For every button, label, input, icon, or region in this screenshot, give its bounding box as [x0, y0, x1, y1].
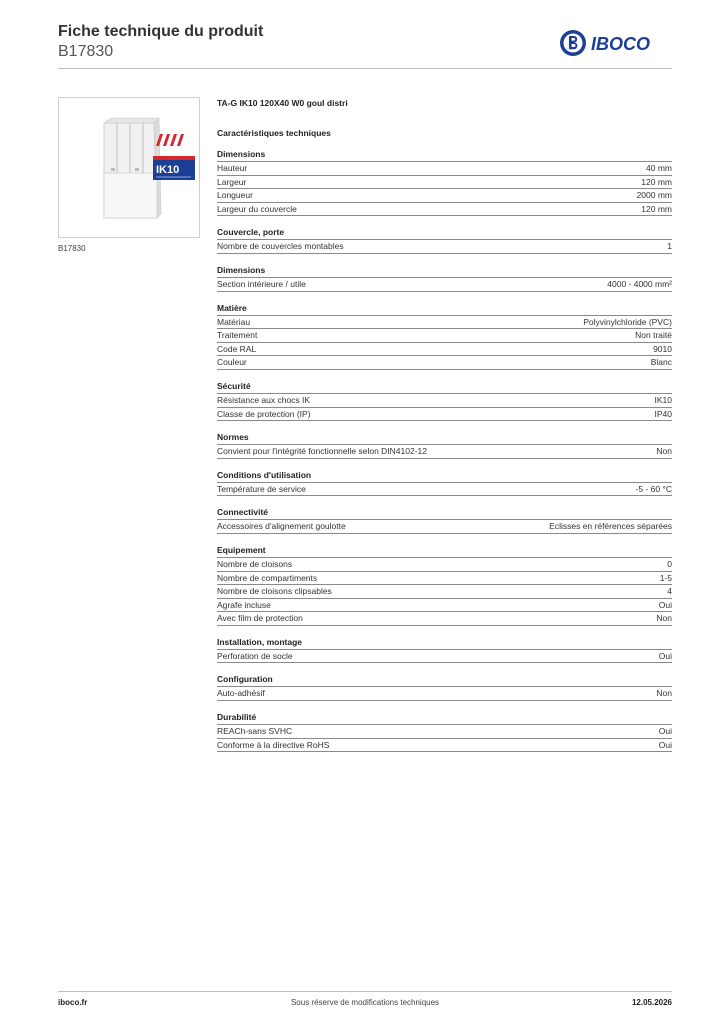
section-title: Installation, montage — [217, 636, 672, 650]
spec-value: 40 mm — [646, 163, 672, 173]
spec-value: Non — [656, 613, 672, 624]
spec-section — [217, 544, 672, 626]
spec-label: Classe de protection (IP) — [217, 408, 311, 419]
spec-sections — [217, 148, 672, 752]
spec-row — [217, 189, 672, 203]
section-title: Durabilité — [217, 711, 672, 725]
ik10-badge-text: IK10 — [156, 164, 180, 176]
spec-value: 4 — [667, 586, 672, 597]
section-title: Conditions d'utilisation — [217, 469, 672, 483]
spec-row — [217, 343, 672, 357]
spec-label: Accessoires d'alignement goulotte — [217, 521, 346, 532]
spec-label: Code RAL — [217, 343, 257, 354]
spec-value: Non — [656, 688, 672, 699]
footer-date: 12.05.2026 — [631, 998, 672, 1007]
spec-label: Convient pour l'intégrité fonctionnelle selon DIN4102-12 — [217, 446, 428, 457]
spec-row — [217, 739, 672, 753]
spec-row — [217, 520, 672, 534]
spec-section — [217, 636, 672, 664]
spec-value: 120 mm — [641, 203, 672, 214]
spec-value: -5 - 60 °C — [635, 483, 672, 494]
spec-value: 120 mm — [641, 176, 672, 187]
spec-section — [217, 264, 672, 292]
spec-section — [217, 302, 672, 370]
spec-label: Hauteur — [217, 163, 248, 173]
section-title: Dimensions — [217, 264, 672, 278]
spec-label: Traitement — [217, 330, 258, 341]
spec-label: Nombre de cloisons — [217, 558, 293, 569]
spec-label: Section intérieure / utile — [217, 278, 306, 289]
spec-label: Matériau — [217, 316, 251, 327]
spec-section — [217, 506, 672, 534]
spec-section — [217, 469, 672, 497]
header-divider — [58, 68, 672, 69]
spec-value: 1-5 — [659, 572, 672, 583]
spec-value: 9010 — [653, 343, 672, 354]
spec-row — [217, 650, 672, 664]
footer-divider — [58, 991, 672, 992]
spec-value: IK10 — [654, 394, 672, 405]
spec-label: Nombre de compartiments — [217, 572, 318, 583]
spec-label: Nombre de couvercles montables — [217, 241, 344, 252]
section-title: Normes — [217, 431, 672, 445]
spec-row — [217, 572, 672, 586]
spec-label: Avec film de protection — [217, 613, 303, 624]
spec-label: Largeur du couvercle — [217, 203, 297, 214]
spec-value: Eclisses en références séparées — [549, 521, 672, 532]
spec-section — [217, 673, 672, 701]
spec-label: Longueur — [217, 190, 253, 201]
specs-heading: Caractéristiques techniques — [217, 128, 331, 138]
spec-section — [217, 226, 672, 254]
section-title: Configuration — [217, 673, 672, 687]
spec-value: Oui — [658, 599, 672, 610]
product-image — [58, 97, 200, 238]
spec-value: Blanc — [650, 357, 672, 368]
section-title: Connectivité — [217, 506, 672, 520]
spec-row — [217, 687, 672, 701]
spec-section — [217, 380, 672, 421]
spec-row — [217, 445, 672, 459]
spec-value: 1 — [667, 241, 672, 252]
spec-row — [217, 612, 672, 626]
spec-label: REACh-sans SVHC — [217, 726, 293, 737]
spec-row — [217, 176, 672, 190]
spec-value: Polyvinylchloride (PVC) — [583, 316, 672, 327]
spec-row — [217, 483, 672, 497]
spec-section — [217, 711, 672, 752]
spec-label: Perforation de socle — [217, 650, 293, 661]
spec-row — [217, 203, 672, 217]
spec-row — [217, 162, 672, 176]
section-title: Couvercle, porte — [217, 226, 672, 240]
spec-value: IP40 — [654, 408, 672, 419]
spec-row — [217, 725, 672, 739]
spec-label: Largeur — [217, 176, 247, 187]
spec-label: Nombre de cloisons clipsables — [217, 586, 332, 597]
product-reference: B17830 — [58, 43, 114, 60]
page-title: Fiche technique du produit — [58, 23, 264, 40]
spec-label: Auto-adhésif — [217, 688, 265, 699]
spec-label: Agrafe incluse — [217, 599, 271, 610]
iboco-logo — [558, 28, 674, 58]
spec-section — [217, 431, 672, 459]
spec-row — [217, 599, 672, 613]
spec-value: Oui — [658, 739, 672, 750]
spec-value: Oui — [658, 726, 672, 737]
spec-value: Non — [656, 446, 672, 457]
spec-value: Non traité — [635, 330, 672, 341]
logo-wordmark: IBOCO — [591, 34, 651, 54]
spec-row — [217, 394, 672, 408]
spec-row — [217, 558, 672, 572]
image-caption: B17830 — [58, 244, 86, 253]
spec-row — [217, 316, 672, 330]
spec-label: Couleur — [217, 357, 247, 368]
spec-row — [217, 329, 672, 343]
spec-row — [217, 356, 672, 370]
section-title: Equipement — [217, 544, 672, 558]
footer-disclaimer: Sous réserve de modifications techniques — [290, 998, 440, 1007]
spec-content — [217, 96, 672, 752]
spec-value: Oui — [658, 650, 672, 661]
spec-row — [217, 408, 672, 422]
product-name: TA-G IK10 120X40 W0 goul distri — [217, 98, 348, 108]
spec-label: Résistance aux chocs IK — [217, 394, 311, 405]
page-header — [58, 22, 263, 61]
spec-row — [217, 240, 672, 254]
spec-label: Conforme à la directive RoHS — [217, 739, 330, 750]
spec-row — [217, 278, 672, 292]
spec-label: Température de service — [217, 483, 306, 494]
section-title: Matière — [217, 302, 672, 316]
spec-row — [217, 585, 672, 599]
spec-section — [217, 148, 672, 216]
section-title: Sécurité — [217, 380, 672, 394]
section-title: Dimensions — [217, 148, 672, 162]
footer-website: iboco.fr — [58, 998, 88, 1007]
spec-value: 2000 mm — [636, 190, 672, 201]
spec-value: 4000 - 4000 mm² — [607, 278, 672, 289]
spec-value: 0 — [667, 558, 672, 569]
